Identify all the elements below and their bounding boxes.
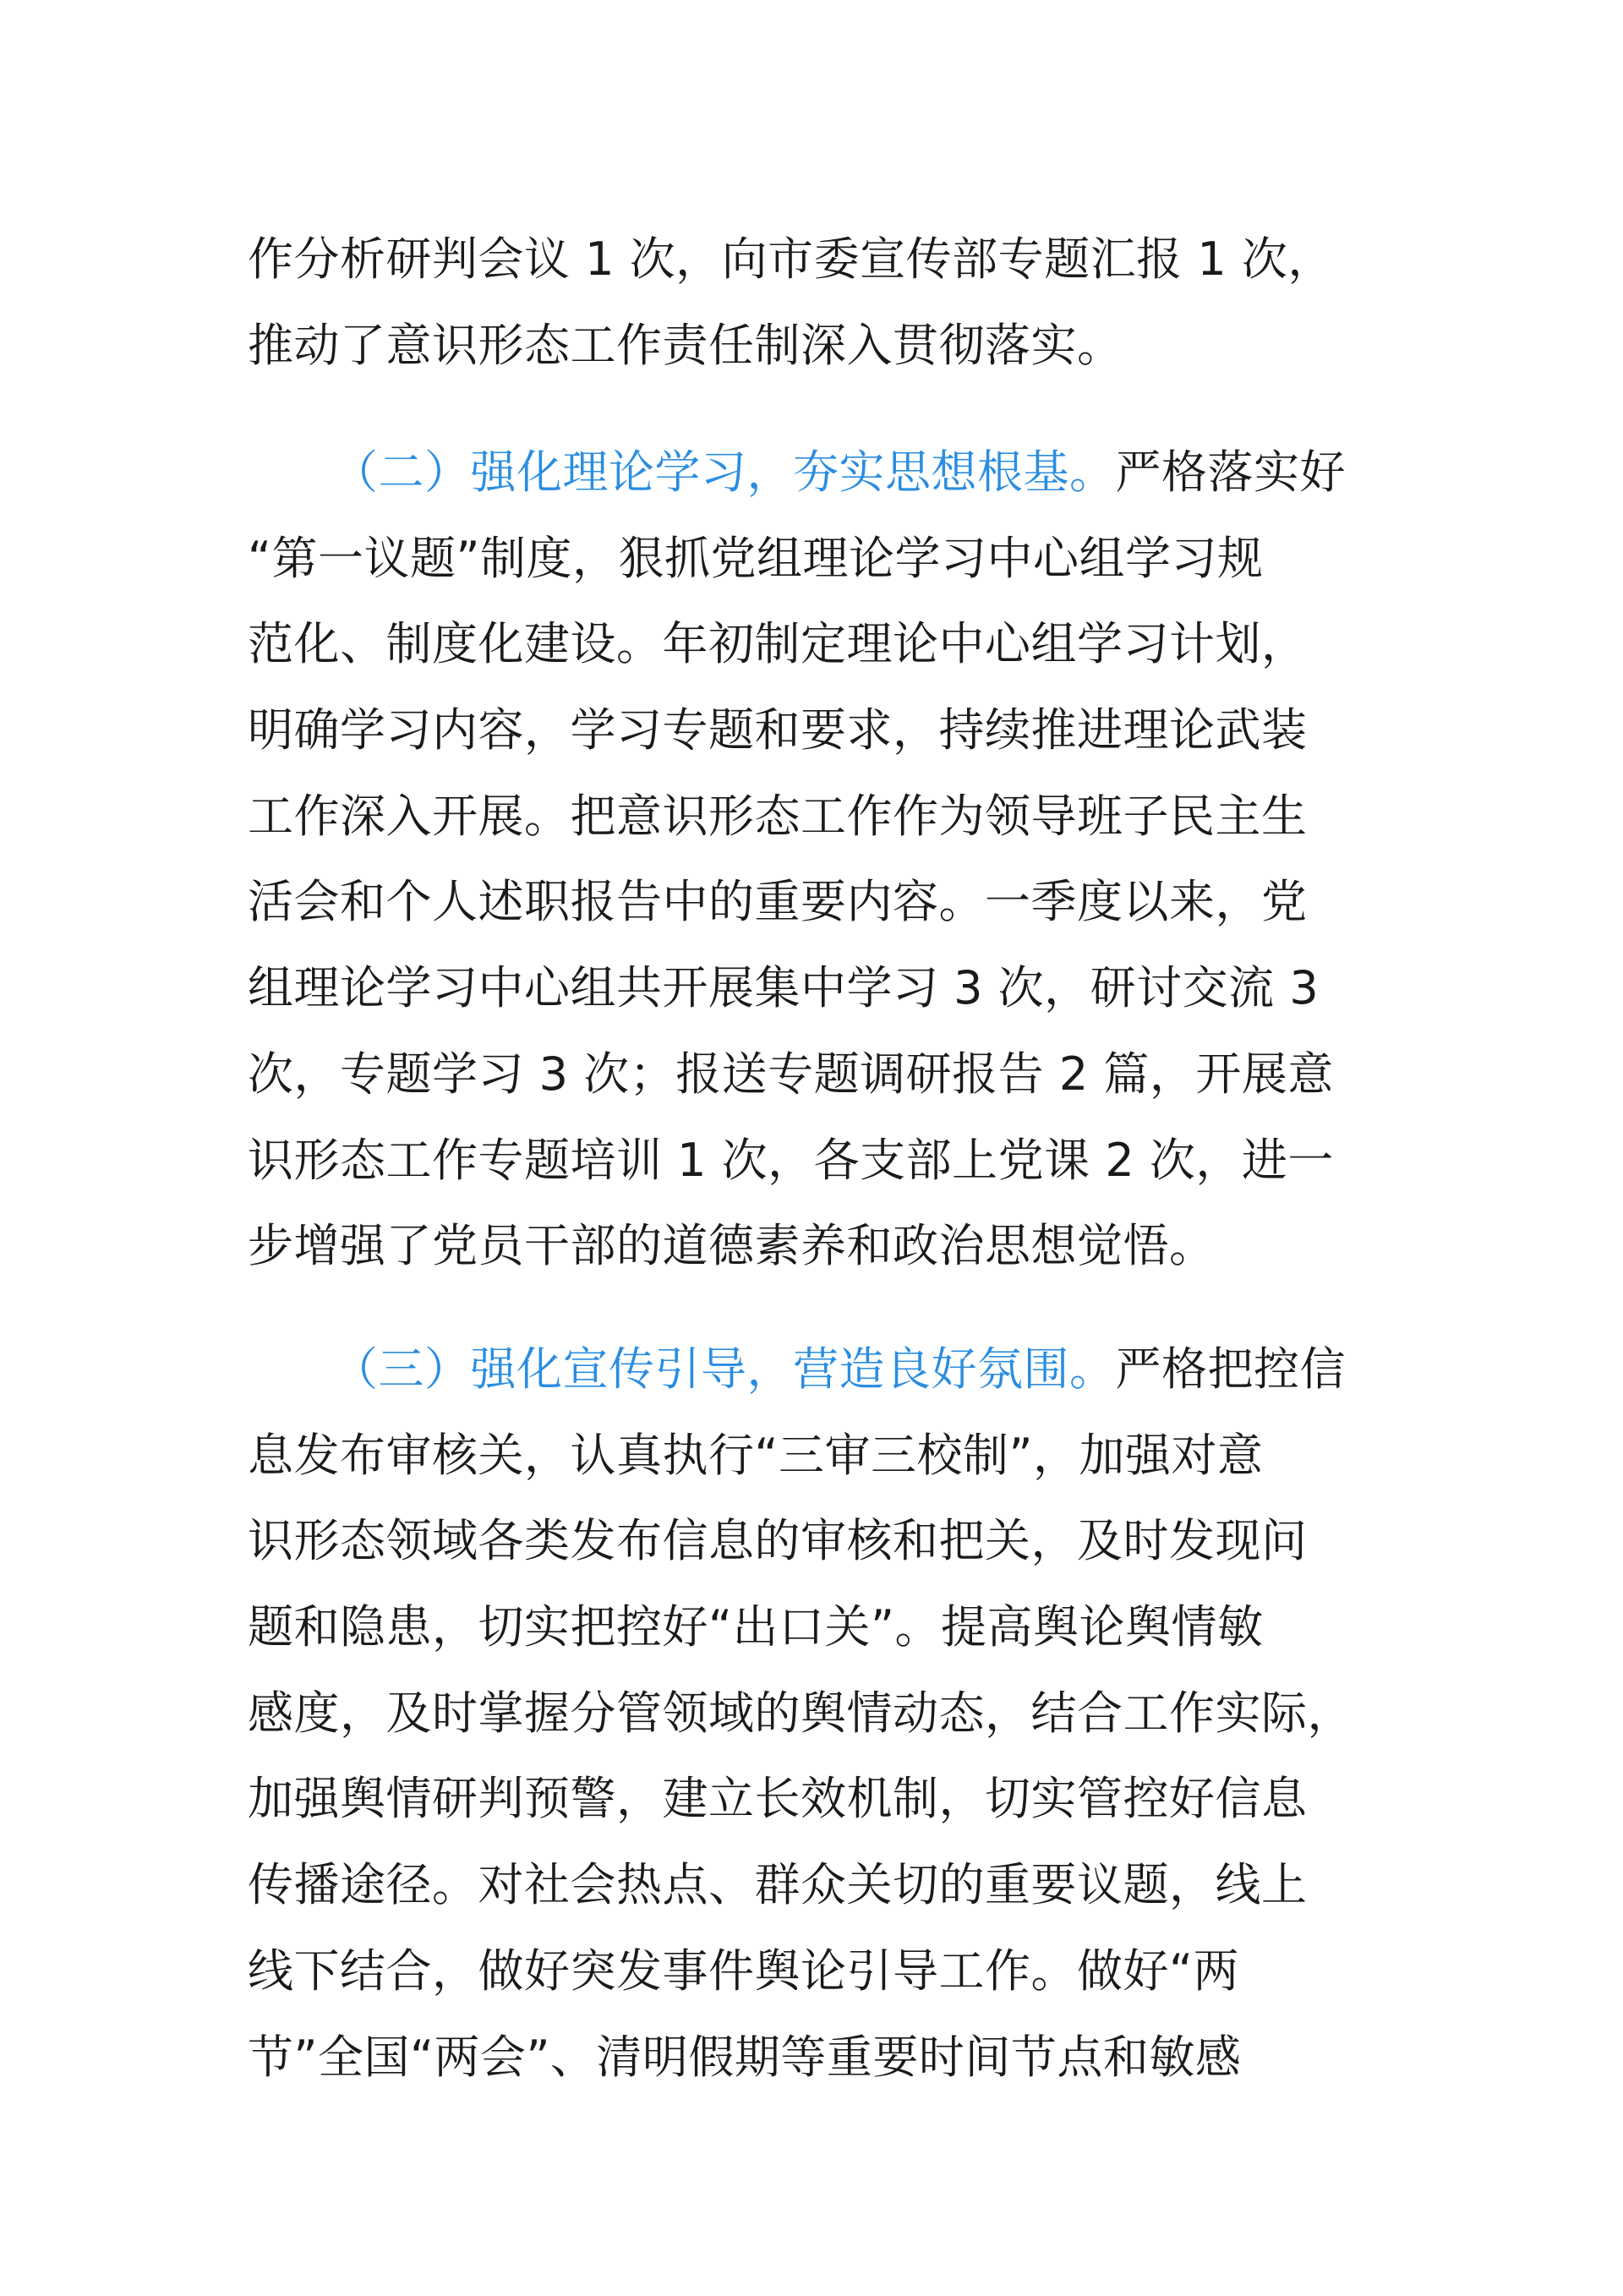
paragraph-publicity-guidance: [248, 1326, 1372, 2100]
text-line: 步增强了党员干部的道德素养和政治思想觉悟。: [248, 1219, 1216, 1273]
text-line: 组理论学习中心组共开展集中学习 3 次，研讨交流 3: [248, 961, 1320, 1015]
paragraph-continuation: [248, 216, 1372, 388]
text-line: 题和隐患，切实把控好“出口关”。提高舆论舆情敏: [248, 1600, 1264, 1654]
text-line: 节”全国“两会”、清明假期等重要时间节点和敏感: [248, 2030, 1242, 2084]
text-line: 感度，及时掌握分管领域的舆情动态，结合工作实际，: [248, 1686, 1353, 1740]
section-heading-3: （三）强化宣传引导，营造良好氛围。: [332, 1342, 1116, 1396]
paragraph-first-line: [248, 429, 1372, 516]
text-line: 息发布审核关，认真执行“三审三校制”，加强对意: [248, 1428, 1264, 1482]
text-line: 识形态领域各类发布信息的审核和把关，及时发现问: [248, 1514, 1308, 1568]
paragraph-theory-study: [248, 429, 1372, 1289]
text-run: 严格落实好: [1115, 446, 1346, 499]
text-line: 加强舆情研判预警，建立长效机制，切实管控好信息: [248, 1772, 1308, 1826]
paragraph-first-line: [248, 1326, 1372, 1413]
text-line: 线下结合，做好突发事件舆论引导工作。做好“两: [248, 1943, 1239, 1998]
text-line: 活会和个人述职报告中的重要内容。一季度以来，党: [248, 875, 1308, 929]
section-heading-2: （二）强化理论学习，夯实思想根基。: [332, 446, 1116, 499]
text-run: 严格把控信: [1115, 1342, 1346, 1396]
text-line: “第一议题”制度，狠抓党组理论学习中心组学习规: [248, 531, 1264, 585]
text-line: 识形态工作专题培训 1 次，各支部上党课 2 次，进一: [248, 1133, 1334, 1187]
text-line: 推动了意识形态工作责任制深入贯彻落实。: [248, 318, 1123, 372]
text-line: 作分析研判会议 1 次，向市委宣传部专题汇报 1 次，: [248, 232, 1334, 286]
text-line: 范化、制度化建设。年初制定理论中心组学习计划，: [248, 617, 1308, 671]
text-line: 工作深入开展。把意识形态工作作为领导班子民主生: [248, 789, 1308, 843]
text-line: 传播途径。对社会热点、群众关切的重要议题，线上: [248, 1858, 1308, 1912]
text-line: 明确学习内容，学习专题和要求，持续推进理论武装: [248, 703, 1308, 757]
text-line: 次，专题学习 3 次；报送专题调研报告 2 篇，开展意: [248, 1047, 1334, 1101]
